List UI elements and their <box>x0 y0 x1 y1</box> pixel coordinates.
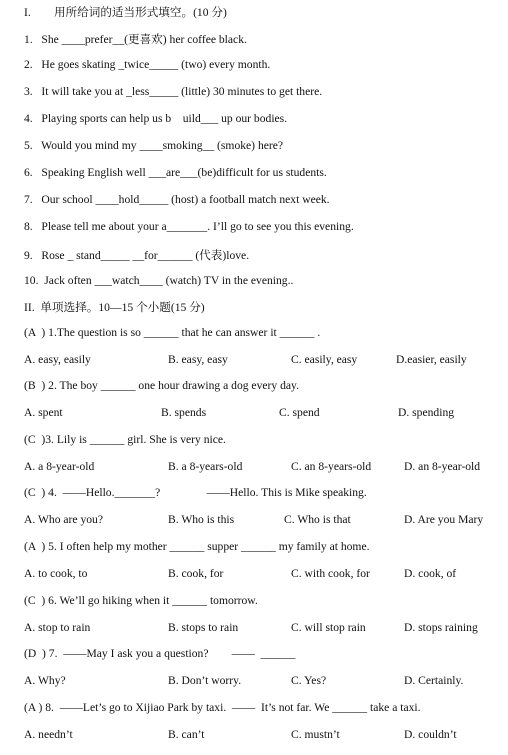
fill-blank-item-10: 10. Jack often ___watch____ (watch) TV in the evening.. <box>24 274 294 287</box>
mc-question-1-option-d: D.easier, easily <box>396 353 467 366</box>
mc-question-7-option-d: D. Certainly. <box>404 674 464 687</box>
mc-question-1-option-a: A. easy, easily <box>24 353 91 366</box>
mc-question-4-stem: (C ) 4. ——Hello._______? ——Hello. This is Mike speaking. <box>24 486 367 499</box>
mc-question-6-option-c: C. will stop rain <box>291 621 366 634</box>
mc-question-8-option-b: B. can’t <box>168 728 205 741</box>
mc-question-5-stem: (A ) 5. I often help my mother ______ supper ______ my family at home. <box>24 540 370 553</box>
fill-blank-item-1: 1. She ____prefer__(更喜欢) her coffee black. <box>24 33 247 46</box>
fill-blank-item-5: 5. Would you mind my ____smoking__ (smoke) here? <box>24 139 284 152</box>
mc-question-7-option-b: B. Don’t worry. <box>168 674 242 687</box>
mc-question-2-stem: (B ) 2. The boy ______ one hour drawing a dog every day. <box>24 379 299 392</box>
mc-question-2-option-b: B. spends <box>161 406 207 419</box>
mc-question-4-option-a: A. Who are you? <box>24 513 103 526</box>
fill-blank-item-2: 2. He goes skating _twice_____ (two) every month. <box>24 58 271 71</box>
mc-question-8-stem: (A ) 8. ——Let’s go to Xijiao Park by taxi. —— It’s not far. We ______ take a taxi. <box>24 701 421 714</box>
mc-question-8-option-c: C. mustn’t <box>291 728 340 741</box>
mc-question-5-option-b: B. cook, for <box>168 567 224 580</box>
section-1-heading: I. 用所给词的适当形式填空。(10 分) <box>24 6 227 19</box>
mc-question-3-option-d: D. an 8-year-old <box>404 460 481 473</box>
fill-blank-item-6: 6. Speaking English well ___are___(be)difficult for us students. <box>24 166 327 179</box>
mc-question-6-option-a: A. stop to rain <box>24 621 91 634</box>
mc-question-8-option-a: A. needn’t <box>24 728 73 741</box>
mc-question-1-stem: (A ) 1.The question is so ______ that he can answer it ______ . <box>24 326 321 339</box>
fill-blank-item-8: 8. Please tell me about your a_______. I’ll go to see you this evening. <box>24 220 354 233</box>
mc-question-7-option-a: A. Why? <box>24 674 66 687</box>
mc-question-5-option-c: C. with cook, for <box>291 567 370 580</box>
mc-question-3-option-c: C. an 8-years-old <box>291 460 372 473</box>
mc-question-6-stem: (C ) 6. We’ll go hiking when it ______ tomorrow. <box>24 594 258 607</box>
mc-question-7-stem: (D ) 7. ——May I ask you a question? —— ______ <box>24 647 296 660</box>
mc-question-2-option-a: A. spent <box>24 406 63 419</box>
mc-question-6-option-d: D. stops raining <box>404 621 478 634</box>
fill-blank-item-7: 7. Our school ____hold_____ (host) a football match next week. <box>24 193 330 206</box>
mc-question-6-option-b: B. stops to rain <box>168 621 239 634</box>
mc-question-2-option-c: C. spend <box>279 406 320 419</box>
section-2-heading: II. 单项选择。10—15 个小题(15 分) <box>24 301 205 314</box>
mc-question-8-option-d: D. couldn’t <box>404 728 457 741</box>
mc-question-3-option-b: B. a 8-years-old <box>168 460 243 473</box>
fill-blank-item-4: 4. Playing sports can help us b uild___ up our bodies. <box>24 112 288 125</box>
mc-question-3-stem: (C )3. Lily is ______ girl. She is very nice. <box>24 433 226 446</box>
mc-question-4-option-b: B. Who is this <box>168 513 235 526</box>
mc-question-2-option-d: D. spending <box>398 406 455 419</box>
mc-question-5-option-d: D. cook, of <box>404 567 457 580</box>
mc-question-4-option-d: D. Are you Mary <box>404 513 484 526</box>
mc-question-1-option-b: B. easy, easy <box>168 353 228 366</box>
fill-blank-item-9: 9. Rose _ stand_____ __for______ (代表)love. <box>24 249 250 262</box>
mc-question-1-option-c: C. easily, easy <box>291 353 358 366</box>
mc-question-5-option-a: A. to cook, to <box>24 567 88 580</box>
mc-question-4-option-c: C. Who is that <box>284 513 351 526</box>
mc-question-7-option-c: C. Yes? <box>291 674 327 687</box>
mc-question-3-option-a: A. a 8-year-old <box>24 460 95 473</box>
fill-blank-item-3: 3. It will take you at _less_____ (little) 30 minutes to get there. <box>24 85 323 98</box>
